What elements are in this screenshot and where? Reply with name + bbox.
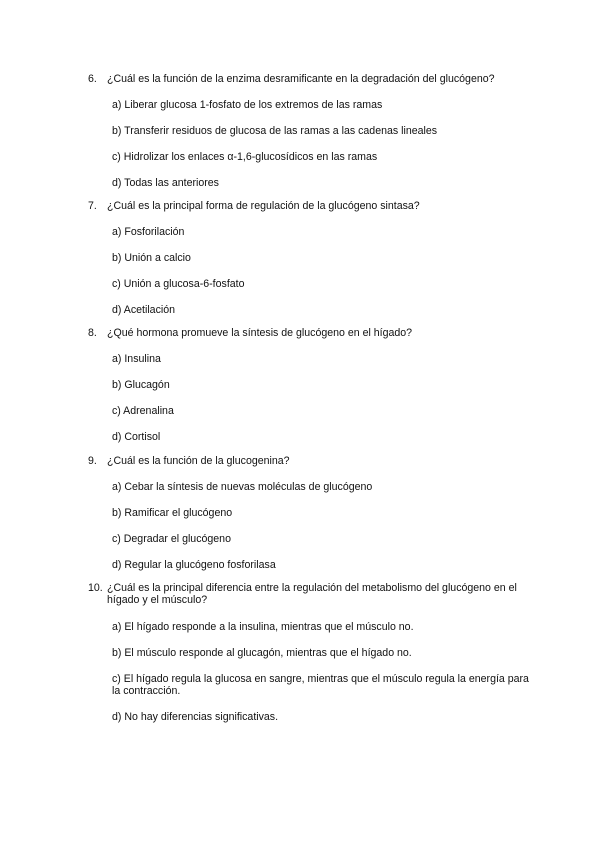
question-number: 9. — [88, 455, 97, 467]
option-a: a) Liberar glucosa 1-fosfato de los extremos de las ramas — [112, 99, 383, 111]
options-list — [112, 226, 538, 316]
option-d: d) Todas las anteriores — [112, 177, 219, 189]
option-d: d) Acetilación — [112, 304, 176, 316]
question-number: 6. — [88, 73, 97, 85]
question-6 — [88, 73, 538, 203]
question-text: ¿Cuál es la principal forma de regulación de la glucógeno sintasa? — [107, 200, 420, 212]
question-8 — [88, 327, 538, 457]
question-text: ¿Cuál es la función de la glucogenina? — [107, 455, 290, 467]
question-10 — [88, 582, 533, 737]
option-c: c) Unión a glucosa-6-fosfato — [112, 278, 245, 290]
option-d: d) Regular la glucógeno fosforilasa — [112, 559, 276, 571]
question-number: 10. — [88, 582, 103, 594]
question-text: ¿Qué hormona promueve la síntesis de glucógeno en el hígado? — [107, 327, 413, 339]
question-text: ¿Cuál es la principal diferencia entre la regulación del metabolismo del glucógeno en el hígado y el músculo? — [107, 582, 517, 606]
option-d: d) No hay diferencias significativas. — [112, 711, 279, 723]
options-list — [112, 481, 538, 571]
option-c: c) El hígado regula la glucosa en sangre, mientras que el músculo regula la energía para la contracción. — [112, 673, 529, 697]
option-c: c) Degradar el glucógeno — [112, 533, 231, 545]
options-list — [112, 621, 533, 723]
option-a: a) El hígado responde a la insulina, mientras que el músculo no. — [112, 621, 414, 633]
question-header — [88, 582, 533, 606]
question-text: ¿Cuál es la función de la enzima desramificante en la degradación del glucógeno? — [107, 73, 495, 85]
question-header — [88, 455, 538, 467]
option-c: c) Adrenalina — [112, 405, 174, 417]
option-b: b) Glucagón — [112, 379, 170, 391]
question-number: 8. — [88, 327, 97, 339]
question-7 — [88, 200, 538, 330]
options-list — [112, 99, 538, 189]
question-9 — [88, 455, 538, 585]
option-a: a) Cebar la síntesis de nuevas moléculas de glucógeno — [112, 481, 373, 493]
options-list — [112, 353, 538, 443]
option-d: d) Cortisol — [112, 431, 161, 443]
option-b: b) Unión a calcio — [112, 252, 191, 264]
option-b: b) Transferir residuos de glucosa de las ramas a las cadenas lineales — [112, 125, 438, 137]
question-header — [88, 200, 538, 212]
option-a: a) Fosforilación — [112, 226, 185, 238]
option-a: a) Insulina — [112, 353, 161, 365]
question-number: 7. — [88, 200, 97, 212]
question-header — [88, 73, 538, 85]
option-c: c) Hidrolizar los enlaces α-1,6-glucosídicos en las ramas — [112, 151, 378, 163]
question-header — [88, 327, 538, 339]
option-b: b) Ramificar el glucógeno — [112, 507, 233, 519]
option-b: b) El músculo responde al glucagón, mientras que el hígado no. — [112, 647, 412, 659]
